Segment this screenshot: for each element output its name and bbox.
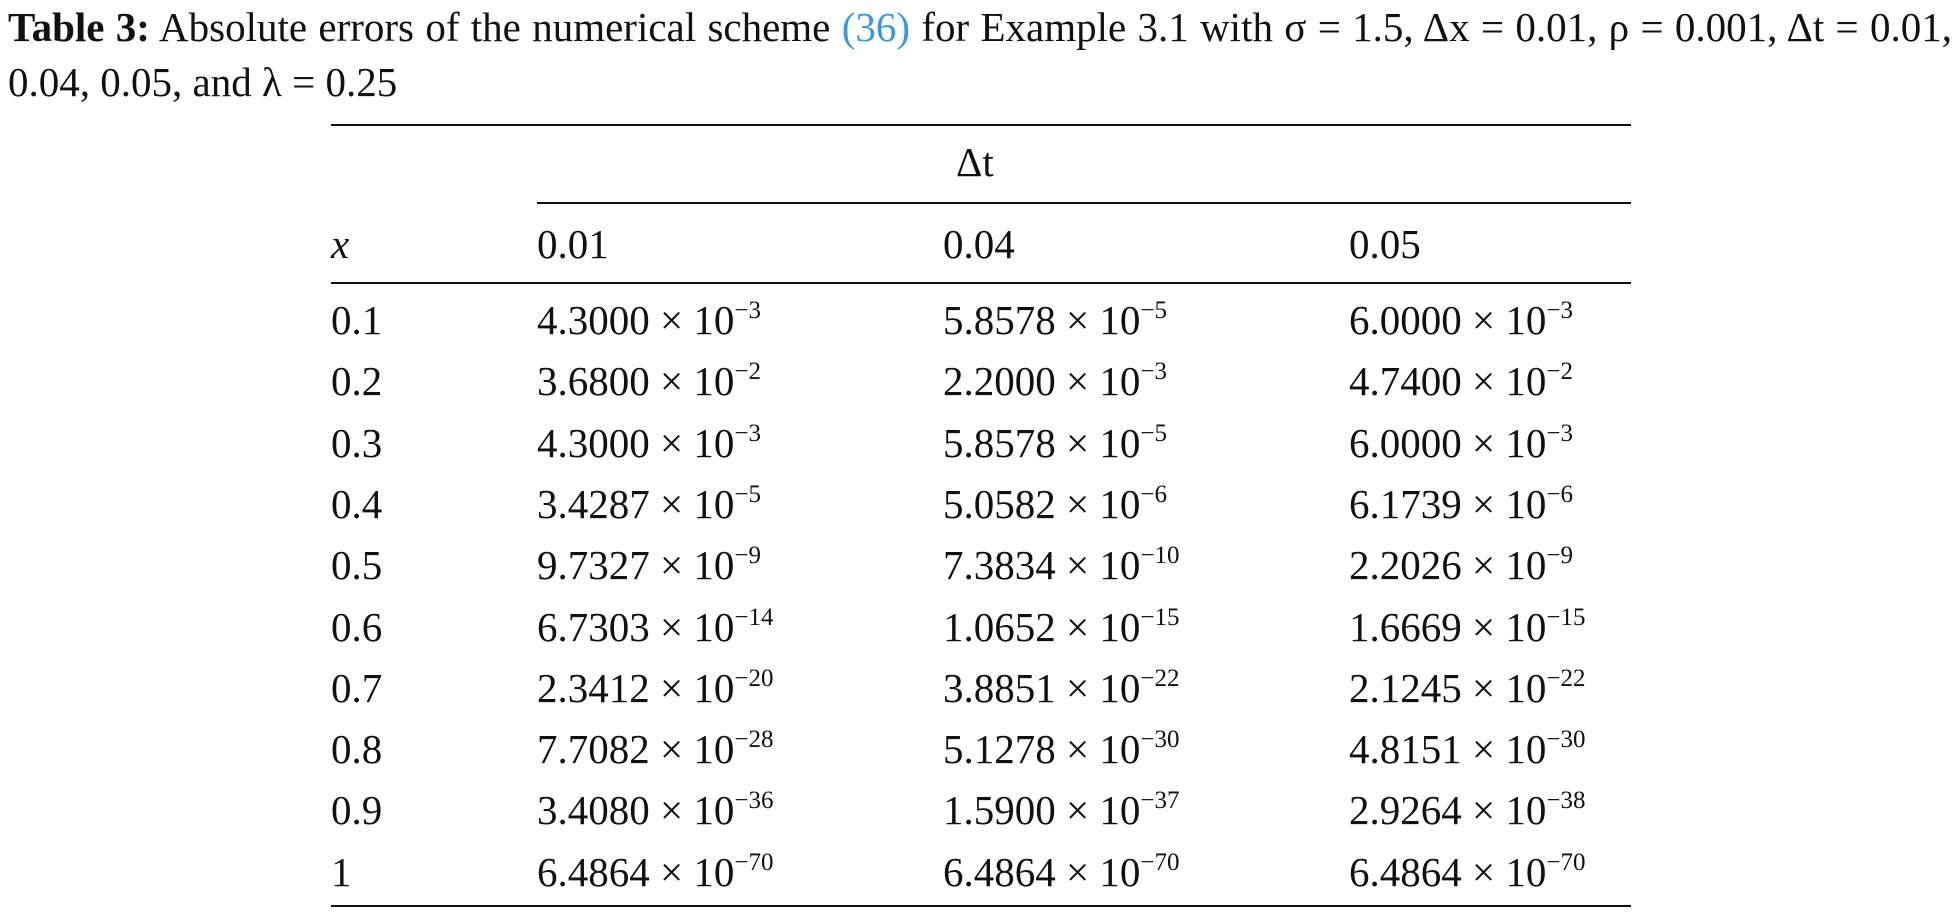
error-exponent: −37: [1140, 787, 1180, 814]
error-value-cell: [1349, 541, 1573, 589]
error-value-cell: [537, 357, 761, 405]
error-mantissa: 4.3000: [537, 420, 650, 466]
error-exponent: −36: [734, 787, 774, 814]
error-mantissa: 6.4864: [537, 849, 650, 895]
error-value-cell: [943, 480, 1167, 528]
error-mantissa: 5.0582: [943, 481, 1056, 527]
error-value-cell: [1349, 357, 1573, 405]
times-ten-sign: × 10: [660, 358, 735, 404]
times-ten-sign: × 10: [1472, 665, 1547, 711]
times-ten-sign: × 10: [1472, 726, 1547, 772]
error-value-cell: [537, 419, 761, 467]
times-ten-sign: × 10: [1066, 420, 1141, 466]
error-value-cell: [943, 786, 1179, 834]
table-caption: [8, 0, 1952, 110]
error-mantissa: 6.0000: [1349, 420, 1462, 466]
error-exponent: −3: [1546, 420, 1573, 447]
times-ten-sign: × 10: [1472, 604, 1547, 650]
error-value-cell: [943, 357, 1167, 405]
error-exponent: −5: [1140, 420, 1167, 447]
times-ten-sign: × 10: [1472, 481, 1547, 527]
times-ten-sign: × 10: [660, 420, 735, 466]
row-x-value: 0.9: [331, 787, 383, 833]
group-header-rule: [537, 202, 1631, 204]
row-header-x: x: [331, 221, 350, 267]
error-mantissa: 9.7327: [537, 542, 650, 588]
times-ten-sign: × 10: [1472, 358, 1547, 404]
row-x-value: 0.8: [331, 726, 383, 772]
error-mantissa: 6.7303: [537, 604, 650, 650]
row-x-value: 0.6: [331, 604, 383, 650]
error-exponent: −14: [734, 604, 774, 631]
times-ten-sign: × 10: [1472, 542, 1547, 588]
error-exponent: −20: [734, 665, 774, 692]
caption-text-before-ref: Absolute errors of the numerical scheme: [159, 4, 842, 50]
times-ten-sign: × 10: [1066, 542, 1141, 588]
error-value-cell: [1349, 419, 1573, 467]
error-value-cell: [537, 725, 773, 773]
error-value-cell: [943, 848, 1179, 896]
row-x-value: 0.5: [331, 542, 383, 588]
error-mantissa: 2.2000: [943, 358, 1056, 404]
row-x-value: 0.7: [331, 665, 383, 711]
error-mantissa: 4.3000: [537, 297, 650, 343]
table-bottom-rule: [331, 905, 1631, 907]
row-x-value: 1: [331, 849, 352, 895]
error-mantissa: 6.1739: [1349, 481, 1462, 527]
times-ten-sign: × 10: [1066, 665, 1141, 711]
error-mantissa: 3.4080: [537, 787, 650, 833]
error-exponent: −15: [1140, 604, 1180, 631]
error-mantissa: 3.8851: [943, 665, 1056, 711]
error-mantissa: 5.8578: [943, 297, 1056, 343]
error-exponent: −2: [734, 358, 761, 385]
header-bottom-rule: [331, 282, 1631, 284]
error-exponent: −70: [1546, 849, 1586, 876]
times-ten-sign: × 10: [1066, 726, 1141, 772]
times-ten-sign: × 10: [1066, 481, 1141, 527]
error-mantissa: 1.6669: [1349, 604, 1462, 650]
error-mantissa: 5.8578: [943, 420, 1056, 466]
row-x-value: 0.1: [331, 297, 383, 343]
error-mantissa: 6.0000: [1349, 297, 1462, 343]
error-value-cell: [1349, 664, 1585, 712]
times-ten-sign: × 10: [660, 297, 735, 343]
error-exponent: −3: [734, 420, 761, 447]
times-ten-sign: × 10: [660, 542, 735, 588]
error-exponent: −9: [1546, 542, 1573, 569]
error-exponent: −22: [1546, 665, 1586, 692]
error-value-cell: [1349, 603, 1585, 651]
error-mantissa: 2.1245: [1349, 665, 1462, 711]
times-ten-sign: × 10: [660, 665, 735, 711]
error-exponent: −30: [1140, 726, 1180, 753]
times-ten-sign: × 10: [1066, 849, 1141, 895]
times-ten-sign: × 10: [1066, 358, 1141, 404]
error-value-cell: [537, 664, 773, 712]
error-exponent: −3: [734, 297, 761, 324]
times-ten-sign: × 10: [1472, 297, 1547, 343]
times-ten-sign: × 10: [1472, 420, 1547, 466]
error-value-cell: [1349, 296, 1573, 344]
group-header-delta-t: Δt: [956, 139, 994, 185]
error-mantissa: 7.7082: [537, 726, 650, 772]
row-x-value: 0.4: [331, 481, 383, 527]
error-value-cell: [943, 725, 1179, 773]
error-mantissa: 2.2026: [1349, 542, 1462, 588]
row-x-value: 0.3: [331, 420, 383, 466]
error-value-cell: [943, 603, 1179, 651]
error-value-cell: [1349, 480, 1573, 528]
error-mantissa: 3.4287: [537, 481, 650, 527]
error-value-cell: [1349, 725, 1585, 773]
error-exponent: −30: [1546, 726, 1586, 753]
column-header-0: 0.01: [537, 221, 609, 267]
error-mantissa: 5.1278: [943, 726, 1056, 772]
error-value-cell: [537, 786, 773, 834]
times-ten-sign: × 10: [1066, 604, 1141, 650]
error-exponent: −6: [1140, 481, 1167, 508]
error-value-cell: [1349, 848, 1585, 896]
error-mantissa: 4.7400: [1349, 358, 1462, 404]
error-exponent: −5: [734, 481, 761, 508]
error-value-cell: [537, 848, 773, 896]
error-value-cell: [943, 664, 1179, 712]
error-value-cell: [943, 419, 1167, 467]
error-exponent: −5: [1140, 297, 1167, 324]
error-exponent: −28: [734, 726, 774, 753]
caption-text-after-ref: for Example 3.1 with σ = 1.5, Δx = 0.01, ρ = 0.001, Δt = 0.01, 0.04, 0.05, and λ = 0.25: [8, 4, 1952, 105]
row-x-value: 0.2: [331, 358, 383, 404]
times-ten-sign: × 10: [660, 481, 735, 527]
times-ten-sign: × 10: [660, 787, 735, 833]
times-ten-sign: × 10: [660, 849, 735, 895]
error-exponent: −22: [1140, 665, 1180, 692]
error-mantissa: 6.4864: [943, 849, 1056, 895]
error-exponent: −38: [1546, 787, 1586, 814]
times-ten-sign: × 10: [1472, 787, 1547, 833]
error-value-cell: [537, 480, 761, 528]
times-ten-sign: × 10: [660, 726, 735, 772]
error-mantissa: 3.6800: [537, 358, 650, 404]
error-value-cell: [943, 541, 1179, 589]
error-mantissa: 6.4864: [1349, 849, 1462, 895]
column-header-2: 0.05: [1349, 221, 1421, 267]
error-value-cell: [537, 603, 773, 651]
error-mantissa: 1.5900: [943, 787, 1056, 833]
error-exponent: −70: [734, 849, 774, 876]
table-top-rule: [331, 124, 1631, 126]
error-exponent: −6: [1546, 481, 1573, 508]
error-value-cell: [943, 296, 1167, 344]
equation-reference-link[interactable]: (36): [841, 4, 911, 50]
times-ten-sign: × 10: [1472, 849, 1547, 895]
error-mantissa: 2.3412: [537, 665, 650, 711]
error-exponent: −3: [1546, 297, 1573, 324]
error-exponent: −70: [1140, 849, 1180, 876]
column-header-1: 0.04: [943, 221, 1015, 267]
error-value-cell: [1349, 786, 1585, 834]
error-value-cell: [537, 541, 761, 589]
error-mantissa: 4.8151: [1349, 726, 1462, 772]
times-ten-sign: × 10: [1066, 787, 1141, 833]
error-exponent: −2: [1546, 358, 1573, 385]
times-ten-sign: × 10: [1066, 297, 1141, 343]
error-exponent: −10: [1140, 542, 1180, 569]
error-exponent: −15: [1546, 604, 1586, 631]
error-exponent: −9: [734, 542, 761, 569]
table-label: Table 3:: [8, 4, 150, 50]
error-exponent: −3: [1140, 358, 1167, 385]
error-mantissa: 2.9264: [1349, 787, 1462, 833]
times-ten-sign: × 10: [660, 604, 735, 650]
error-mantissa: 1.0652: [943, 604, 1056, 650]
error-mantissa: 7.3834: [943, 542, 1056, 588]
error-value-cell: [537, 296, 761, 344]
